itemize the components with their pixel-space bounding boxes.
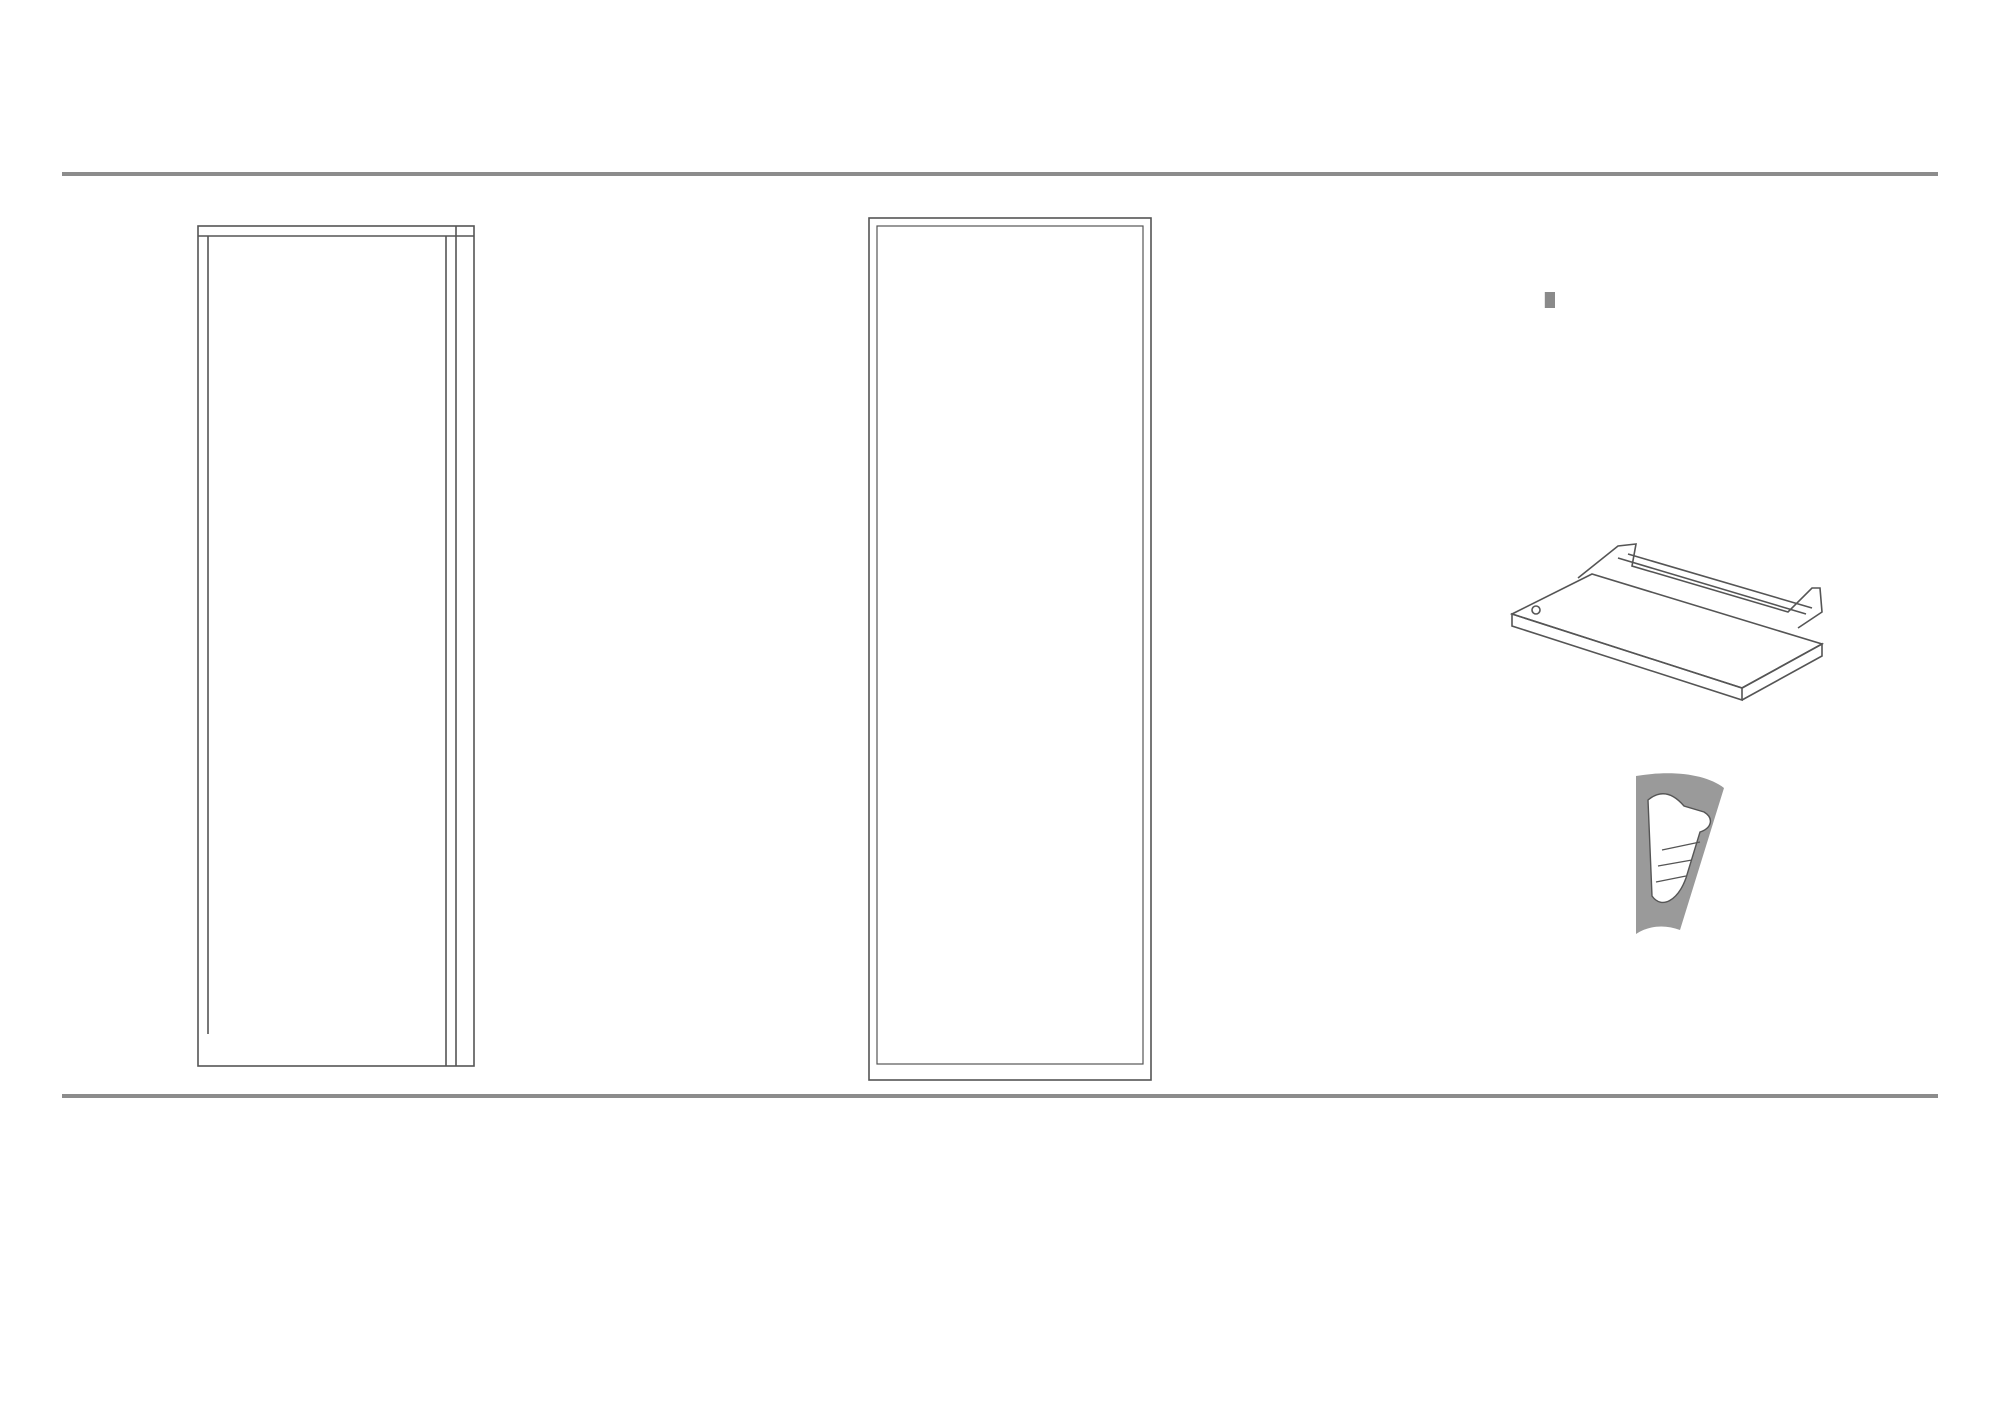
thickness-badge xyxy=(1545,292,1555,308)
exterior-dimensions xyxy=(221,1118,451,1146)
shoe-capacity-icon xyxy=(1636,773,1724,934)
shoe-rack-drawing xyxy=(1512,544,1822,700)
interior-cabinet-drawing xyxy=(869,218,1151,1080)
cabinet-outline xyxy=(198,226,474,1066)
exterior-cabinet-drawing xyxy=(198,226,474,1066)
structure-thickness xyxy=(1538,282,1555,314)
interior-dimensions xyxy=(895,1118,1125,1126)
